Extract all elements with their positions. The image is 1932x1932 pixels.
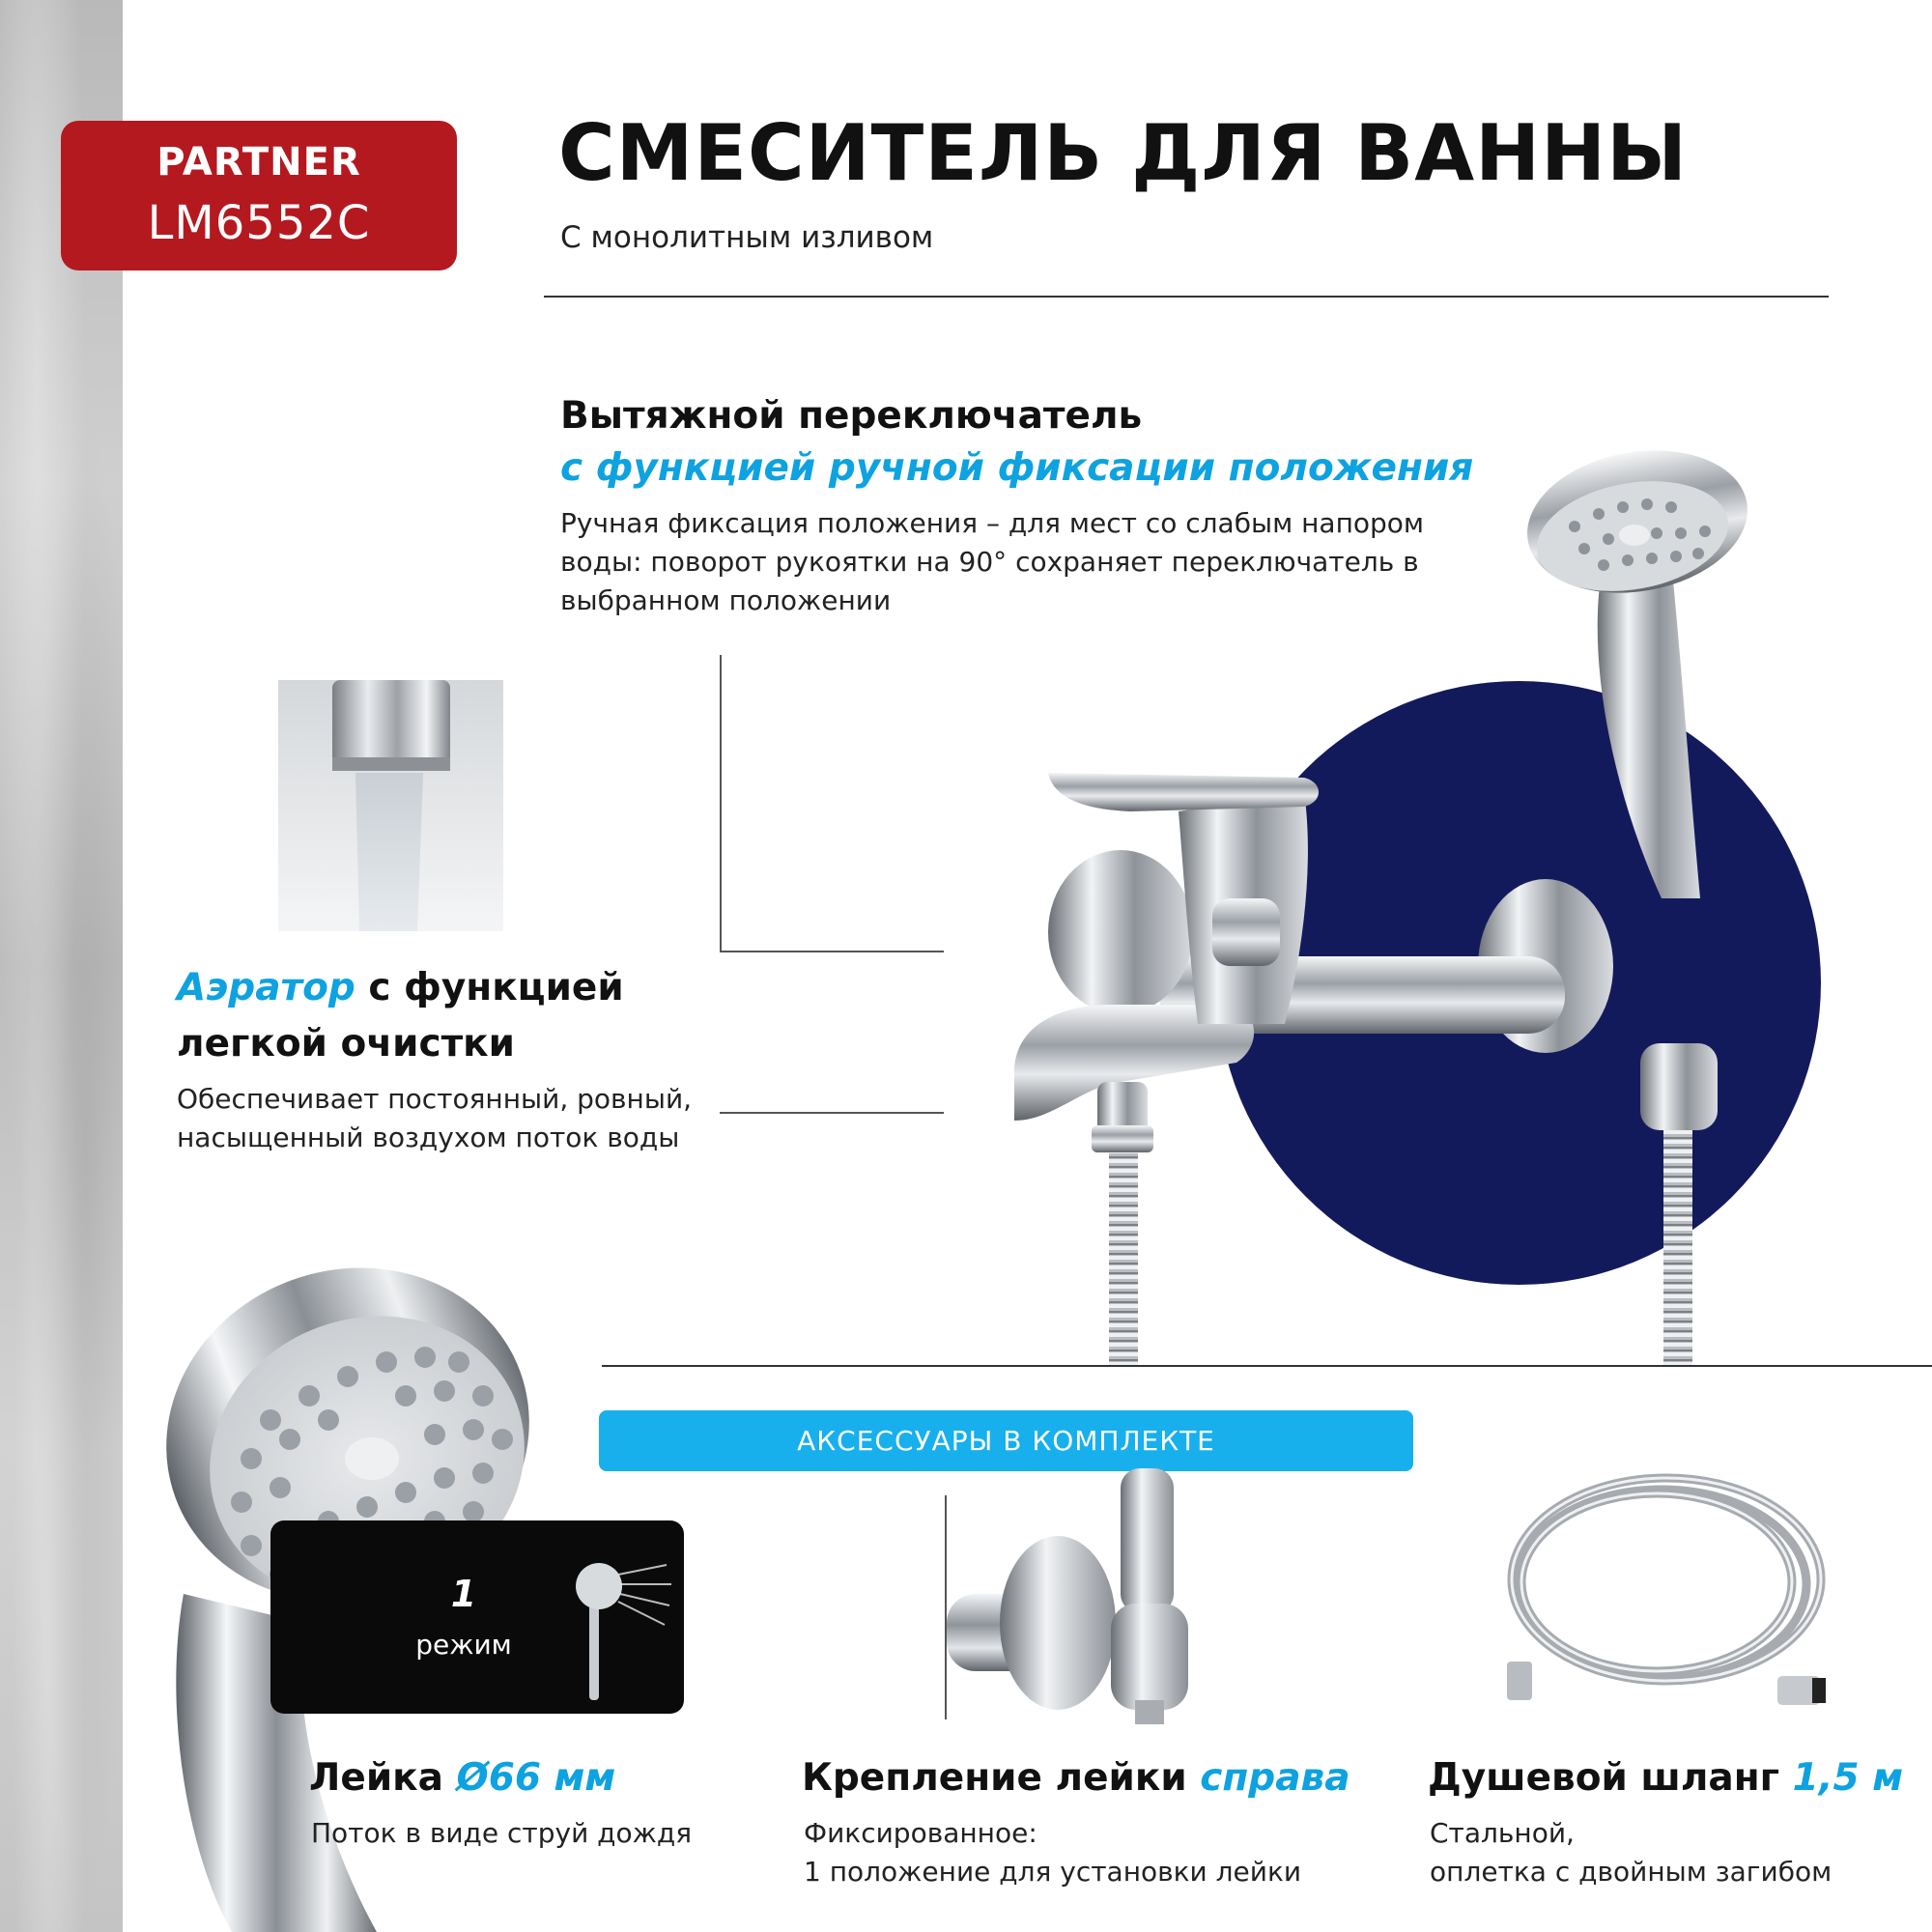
concrete-background bbox=[0, 0, 123, 1932]
holder-closeup bbox=[947, 1468, 1208, 1724]
holder-description bbox=[804, 1814, 1301, 1891]
brand-badge bbox=[61, 121, 457, 270]
callout-line bbox=[720, 951, 944, 952]
switch-description: Ручная фиксация положения – для мест со слабым напором воды: поворот рукоятки на 90° сохраняет переключатель в выбранном положении bbox=[560, 507, 1425, 616]
aerator-photo bbox=[278, 680, 503, 931]
brand-name: PARTNER bbox=[156, 140, 361, 185]
aerator-description: Обеспечивает постоянный, ровный, насыщенный воздухом поток воды bbox=[177, 1083, 693, 1153]
shower-head-title-accent: Ø66 мм bbox=[456, 1756, 616, 1800]
hose-line: оплетка с двойным загибом bbox=[1430, 1856, 1833, 1888]
hose-line: Стальной, bbox=[1430, 1817, 1575, 1849]
holder-line: 1 положение для установки лейки bbox=[804, 1856, 1302, 1888]
holder-title bbox=[802, 1756, 1350, 1800]
holder-title-accent: справа bbox=[1200, 1756, 1350, 1800]
callout-line bbox=[720, 655, 722, 952]
page-title: СМЕСИТЕЛЬ ДЛЯ ВАННЫ bbox=[558, 108, 1688, 198]
aerator-title bbox=[177, 966, 624, 1009]
mixer-image bbox=[995, 444, 1845, 1367]
brand-model: LM6552C bbox=[147, 196, 371, 250]
callout-line bbox=[720, 1112, 944, 1114]
holder-line: Фиксированное: bbox=[804, 1817, 1037, 1849]
switch-title: Вытяжной переключатель bbox=[560, 394, 1143, 438]
aerator-title-accent: Аэратор bbox=[177, 966, 355, 1009]
mode-label: режим bbox=[415, 1629, 512, 1661]
shower-head-line: Поток в виде струй дождя bbox=[311, 1817, 693, 1849]
hose-coil bbox=[1488, 1468, 1835, 1729]
hose-title-accent: 1,5 м bbox=[1792, 1756, 1904, 1800]
divider-top bbox=[544, 296, 1829, 298]
page-subtitle: С монолитным изливом bbox=[560, 220, 934, 255]
hose-title-text: Душевой шланг bbox=[1428, 1756, 1793, 1800]
hose-title bbox=[1428, 1756, 1903, 1800]
shower-head-title bbox=[309, 1756, 615, 1800]
holder-title-text: Крепление лейки bbox=[802, 1756, 1201, 1800]
divider-middle bbox=[602, 1365, 1932, 1367]
switch-title-accent: с функцией ручной фиксации положения bbox=[560, 446, 1474, 490]
aerator-title-line2: легкой очистки bbox=[177, 1022, 515, 1065]
accessories-banner: АКСЕССУАРЫ В КОМПЛЕКТЕ bbox=[599, 1410, 1413, 1471]
mode-count: 1 bbox=[450, 1573, 477, 1615]
aerator-title-rest: с функцией bbox=[355, 966, 624, 1009]
rain-spray-icon bbox=[570, 1555, 676, 1710]
hose-description bbox=[1430, 1814, 1832, 1891]
shower-head-description bbox=[311, 1814, 692, 1853]
shower-head-title-text: Лейка bbox=[309, 1756, 457, 1800]
